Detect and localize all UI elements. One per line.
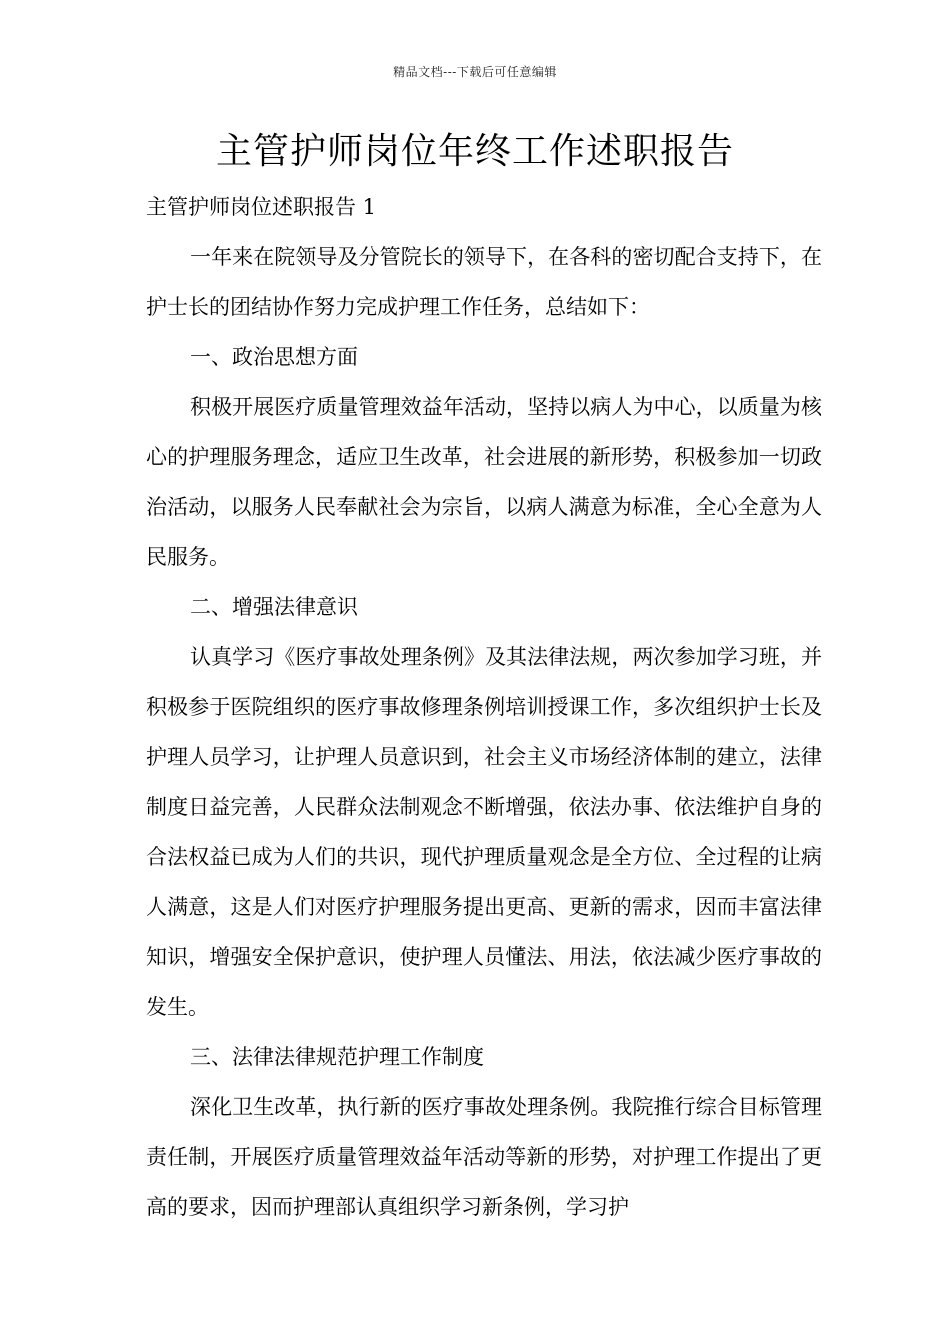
section-heading-legal-awareness: 二、增强法律意识 — [190, 595, 358, 619]
section-heading-regulations: 三、法律法律规范护理工作制度 — [190, 1045, 484, 1069]
header-note: 精品文档---下载后可任意编辑 — [393, 65, 557, 79]
intro-paragraph: 一年来在院领导及分管院长的领导下，在各科的密切配合支持下，在护士长的团结协作努力完成护理工作任务，总结如下： — [146, 245, 822, 319]
section-heading-political: 一、政治思想方面 — [190, 345, 358, 369]
document-title: 主管护师岗位年终工作述职报告 — [215, 131, 734, 172]
legal-awareness-paragraph: 认真学习《医疗事故处理条例》及其法律法规，两次参加学习班，并积极参于医院组织的医疗事故修理条例培训授课工作，多次组织护士长及护理人员学习，让护理人员意识到，社会主义市场经济体制的建立，法律制度日益完善，人民群众法制观念不断增强，依法办事、依法维护自身的合法权益已成为人们的共识，现代护理质量观念是全方位、全过程的让病人满意，这是人们对医疗护理服务提出更高、更新的需求，因而丰富法律知识，增强安全保护意识，使护理人员懂法、用法，依法减少医疗事故的发生。 — [146, 645, 822, 1019]
section-subtitle: 主管护师岗位述职报告 1 — [146, 195, 377, 219]
political-paragraph: 积极开展医疗质量管理效益年活动，坚持以病人为中心，以质量为核心的护理服务理念，适应卫生改革，社会进展的新形势，积极参加一切政治活动，以服务人民奉献社会为宗旨，以病人满意为标准，全心全意为人民服务。 — [146, 395, 822, 569]
regulations-paragraph: 深化卫生改革，执行新的医疗事故处理条例。我院推行综合目标管理责任制，开展医疗质量管理效益年活动等新的形势，对护理工作提出了更高的要求，因而护理部认真组织学习新条例，学习护 — [146, 1095, 822, 1219]
document-body — [146, 182, 822, 1232]
